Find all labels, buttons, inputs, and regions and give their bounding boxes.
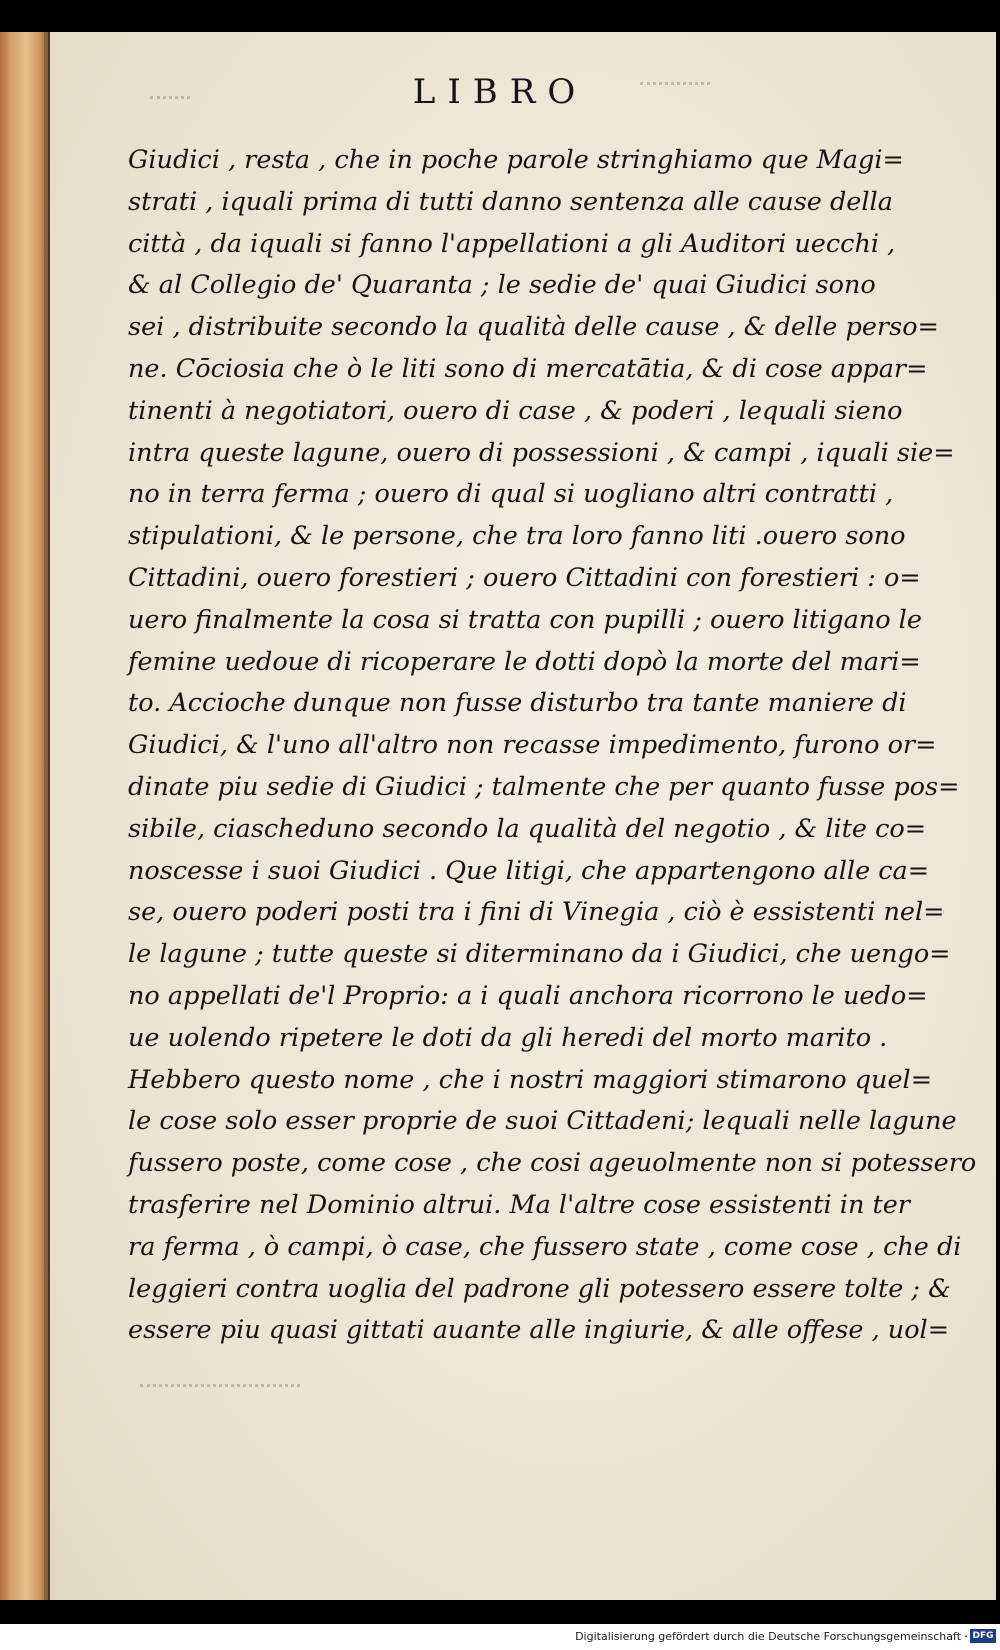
text-line: no in terra ferma ; ouero di qual si uogliano altri contratti , [128,479,894,510]
text-line: se, ouero poderi posti tra i fini di Vinegia , ciò è essistenti nel= [128,897,945,928]
text-line: to. Accioche dunque non fusse disturbo tra tante maniere di [128,688,907,719]
text-line: intra queste lagune, ouero di possessioni , & campi , iquali sie= [128,437,955,468]
dfg-logo: DFG [970,1629,996,1643]
text-line: città , da iquali si fanno l'appellationi a gli Auditori uecchi , [128,228,896,259]
text-line: ue uolendo ripetere le doti da gli heredi del morto marito . [128,1022,888,1053]
text-line: essere piu quasi gittati auante alle ingiurie, & alle offese , uol= [128,1315,950,1346]
text-line: sibile, ciascheduno secondo la qualità del negotio , & lite co= [128,813,927,844]
book-spine-edge [0,32,48,1600]
text-line: leggieri contra uoglia del padrone gli potessero essere tolte ; & [128,1273,951,1304]
text-line: le lagune ; tutte queste si diterminano da i Giudici, che uengo= [128,939,951,970]
text-line: sei , distribuite secondo la qualità delle cause , & delle perso= [128,312,939,343]
text-line: no appellati de'l Proprio: a i quali anchora ricorrono le uedo= [128,980,928,1011]
text-line: femine uedoue di ricoperare le dotti dopò la morte del mari= [128,646,921,677]
show-through-mark-bottom [140,1372,300,1387]
text-line: dinate piu sedie di Giudici ; talmente che per quanto fusse pos= [128,771,960,802]
running-head: LIBRO [412,72,588,112]
text-line: ne. Cōciosia che ò le liti sono di mercatātia, & di cose appar= [128,353,928,384]
show-through-mark-left [150,78,190,99]
text-line: ra ferma , ò campi, ò case, che fussero state , come cose , che di [128,1231,962,1262]
text-line: tinenti à negotiatori, ouero di case , & poderi , lequali sieno [128,395,903,426]
digitization-credit: Digitalisierung gefördert durch die Deutsche Forschungsgemeinschaft · [575,1630,968,1643]
text-line: noscesse i suoi Giudici . Que litigi, che appartengono alle ca= [128,855,930,886]
text-line: Cittadini, ouero forestieri ; ouero Cittadini con forestieri : o= [128,562,921,593]
body-text [128,140,978,1352]
text-line: & al Collegio de' Quaranta ; le sedie de' quai Giudici sono [128,270,876,301]
text-line: Giudici , resta , che in poche parole stringhiamo que Magi= [128,145,904,175]
text-line: strati , iquali prima di tutti danno sentenza alle cause della [128,186,893,217]
text-line: fussero poste, come cose , che cosi ageuolmente non si potessero [128,1148,977,1179]
text-line: le cose solo esser proprie de suoi Cittadeni; lequali nelle lagune [128,1106,957,1137]
show-through-mark-right [640,82,710,101]
text-line: Giudici, & l'uno all'altro non recasse impedimento, furono or= [128,730,937,761]
text-line: stipulationi, & le persone, che tra loro fanno liti .ouero sono [128,521,906,552]
text-line: uero finalmente la cosa si tratta con pupilli ; ouero litigano le [128,604,922,635]
text-line: trasferire nel Dominio altrui. Ma l'altre cose essistenti in ter [128,1189,910,1220]
text-line: Hebbero questo nome , che i nostri maggiori stimarono quel= [128,1064,933,1095]
